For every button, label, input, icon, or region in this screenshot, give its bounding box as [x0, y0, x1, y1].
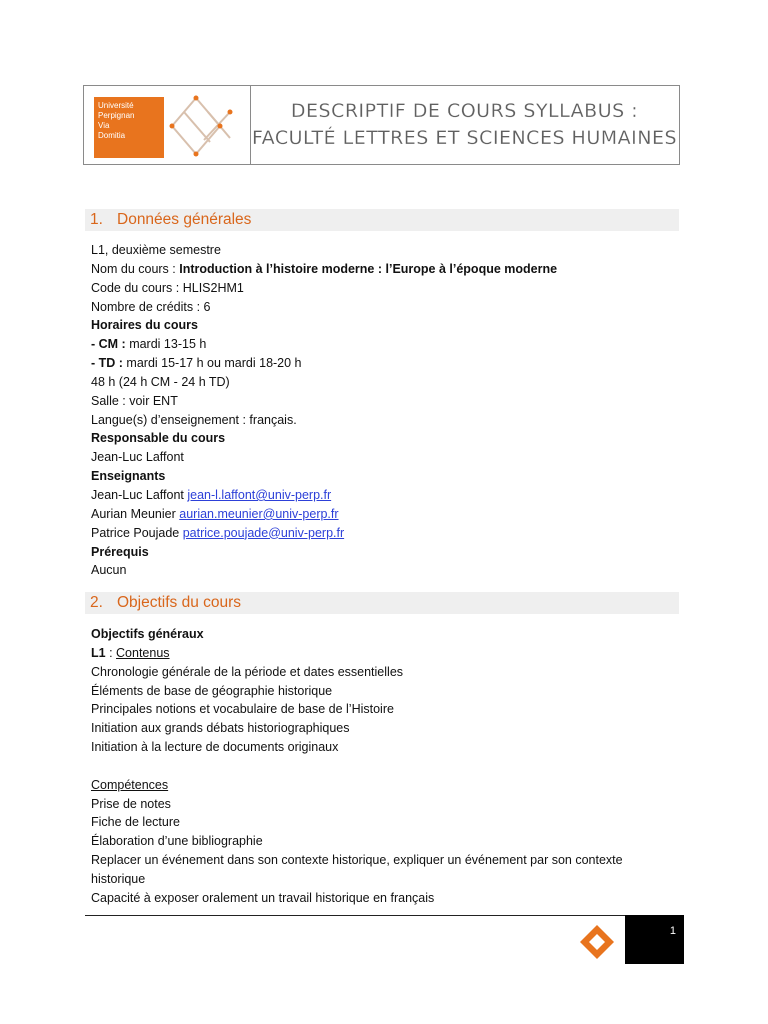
logo-box	[94, 97, 164, 158]
skill-item: Fiche de lecture	[91, 815, 180, 830]
td-value: mardi 15-17 h ou mardi 18-20 h	[122, 356, 302, 371]
cm-value: mardi 13-15 h	[125, 337, 207, 352]
course-name-label: Nom du cours :	[91, 261, 180, 276]
total-hours: 48 h (24 h CM - 24 h TD)	[91, 374, 230, 389]
course-level: L1, deuxième semestre	[91, 243, 221, 257]
header-title	[250, 86, 679, 164]
schedule-td	[91, 354, 691, 373]
teacher-row	[91, 524, 691, 543]
td-label: - TD :	[91, 356, 123, 371]
logo-diamond-icon	[160, 92, 236, 162]
responsible-name: Jean-Luc Laffont	[91, 450, 184, 465]
content-item: Initiation aux grands débats historiographiques	[91, 721, 350, 736]
teacher-email-link[interactable]: aurian.meunier@univ-perp.fr	[179, 506, 339, 521]
l1-contents-line	[91, 644, 691, 663]
l1-separator: :	[105, 645, 117, 660]
objectives-block	[91, 625, 691, 908]
teacher-email-link[interactable]: patrice.poujade@univ-perp.fr	[182, 525, 345, 540]
teacher-name: Jean-Luc Laffont	[91, 487, 188, 502]
skills-label: Compétences	[91, 777, 169, 792]
teacher-row	[91, 486, 691, 505]
contents-label: Contenus	[116, 645, 170, 660]
prereq-value: Aucun	[91, 563, 127, 578]
logo-line: Domitia	[98, 131, 126, 140]
teachers-heading: Enseignants	[91, 469, 166, 484]
logo-line: Via	[98, 121, 110, 130]
teacher-row	[91, 505, 691, 524]
room: Salle : voir ENT	[91, 393, 178, 408]
responsible-heading: Responsable du cours	[91, 431, 226, 446]
course-name-line	[91, 260, 691, 279]
course-name-value: Introduction à l’histoire moderne : l’Europe à l’époque moderne	[179, 261, 558, 276]
general-objectives-heading: Objectifs généraux	[91, 627, 204, 641]
footer-diamond-icon	[577, 922, 617, 962]
section-heading	[85, 209, 679, 231]
section-number: 2.	[90, 594, 103, 611]
teacher-email-link[interactable]: jean-l.laffont@univ-perp.fr	[187, 487, 332, 502]
course-code: Code du cours : HLIS2HM1	[91, 280, 244, 295]
section-title: Objectifs du cours	[117, 594, 242, 611]
footer-rule	[85, 915, 625, 916]
skill-item: Replacer un événement dans son contexte historique, expliquer un événement par son contexte	[91, 853, 623, 868]
skill-item: Prise de notes	[91, 796, 171, 811]
general-data-block	[91, 241, 691, 580]
schedule-cm	[91, 335, 691, 354]
content-item: Éléments de base de géographie historique	[91, 683, 333, 698]
logo-line: Université	[98, 101, 134, 110]
teaching-languages: Langue(s) d’enseignement : français.	[91, 412, 297, 427]
l1-label: L1	[91, 645, 106, 660]
skill-item: historique	[91, 871, 146, 886]
teacher-name: Patrice Poujade	[91, 525, 183, 540]
section-title: Données générales	[117, 211, 252, 228]
content-item: Principales notions et vocabulaire de base de l’Histoire	[91, 702, 394, 717]
cm-label: - CM :	[91, 337, 126, 352]
schedule-heading: Horaires du cours	[91, 318, 198, 333]
header-title-line1: DESCRIPTIF DE COURS SYLLABUS :	[290, 100, 639, 122]
logo-line: Perpignan	[98, 111, 135, 120]
document-header	[83, 85, 680, 165]
section-heading	[85, 592, 679, 614]
skill-item: Capacité à exposer oralement un travail historique en français	[91, 890, 435, 905]
header-title-line2: FACULTÉ LETTRES ET SCIENCES HUMAINES	[251, 127, 678, 149]
skill-item: Élaboration d’une bibliographie	[91, 834, 263, 849]
spacer	[91, 757, 691, 776]
page-number: 1	[669, 925, 676, 937]
university-logo	[84, 86, 251, 164]
course-credits: Nombre de crédits : 6	[91, 299, 211, 314]
page-number-box	[625, 915, 684, 964]
teacher-name: Aurian Meunier	[91, 506, 180, 521]
content-item: Chronologie générale de la période et dates essentielles	[91, 664, 404, 679]
section-number: 1.	[90, 211, 103, 228]
prereq-heading: Prérequis	[91, 544, 149, 559]
content-item: Initiation à la lecture de documents originaux	[91, 740, 339, 755]
